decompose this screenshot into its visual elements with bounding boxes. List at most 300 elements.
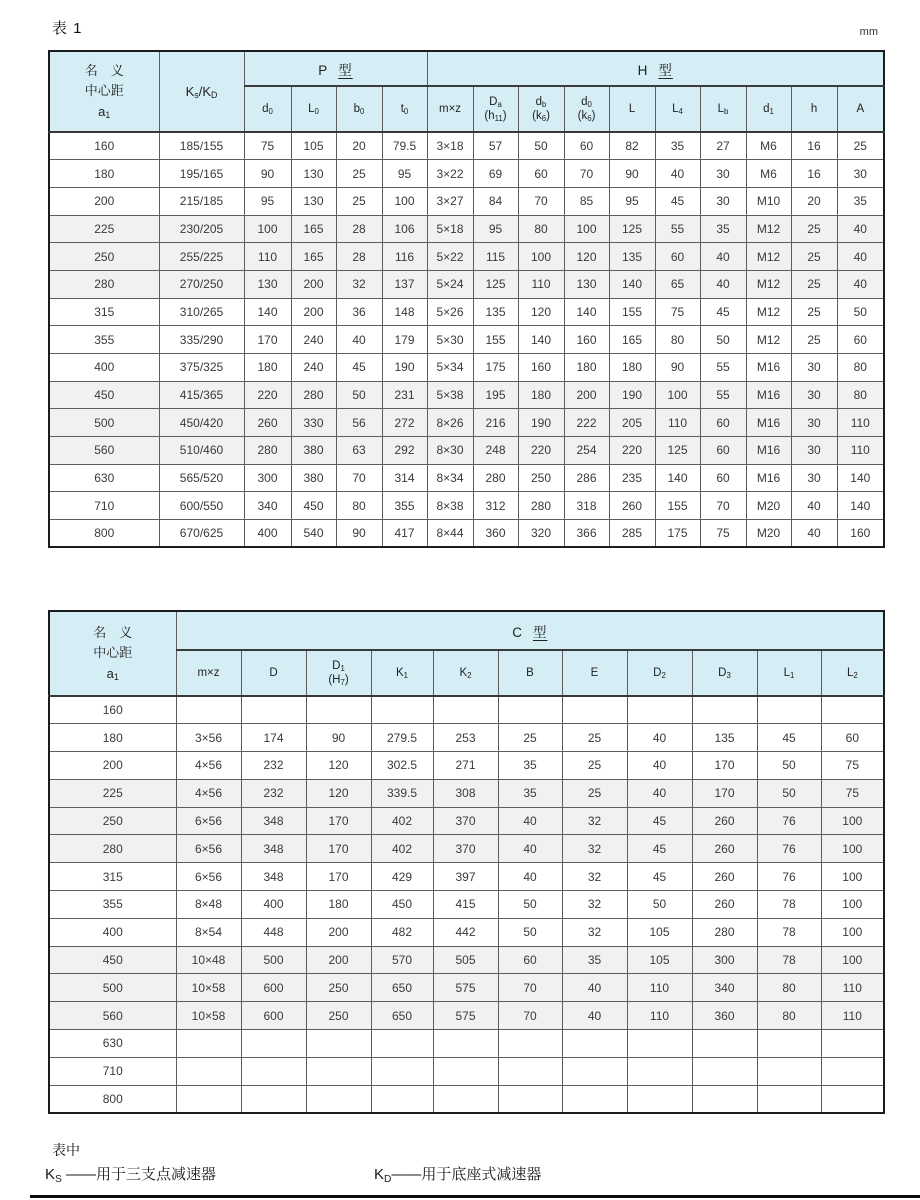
cell: 50 bbox=[498, 918, 562, 946]
cell: 60 bbox=[655, 243, 700, 271]
cell: 280 bbox=[518, 492, 564, 520]
table-row bbox=[49, 807, 884, 835]
cell: 225 bbox=[49, 215, 159, 243]
cell: 140 bbox=[564, 298, 609, 326]
table-row bbox=[49, 946, 884, 974]
cell: 302.5 bbox=[371, 752, 433, 780]
cell: 125 bbox=[609, 215, 655, 243]
bottom-rule bbox=[30, 1195, 920, 1198]
cell: 80 bbox=[655, 326, 700, 354]
cell: M12 bbox=[746, 215, 791, 243]
table-row bbox=[49, 752, 884, 780]
cell: 116 bbox=[382, 243, 427, 271]
cell: 155 bbox=[655, 492, 700, 520]
cell: 5×18 bbox=[427, 215, 473, 243]
col-header: D bbox=[241, 650, 306, 696]
col-header: $K_2$ bbox=[433, 650, 498, 696]
col-header: $D_3$ bbox=[692, 650, 757, 696]
cell: 360 bbox=[473, 520, 518, 548]
col-header: $L_0$ bbox=[291, 86, 336, 132]
cell bbox=[241, 696, 306, 724]
cell: 120 bbox=[518, 298, 564, 326]
cell: 450 bbox=[49, 946, 176, 974]
col-header: $d_0$ bbox=[244, 86, 291, 132]
cell: 375/325 bbox=[159, 354, 244, 382]
table-row bbox=[49, 409, 884, 437]
cell: 80 bbox=[757, 974, 821, 1002]
cell: 190 bbox=[518, 409, 564, 437]
cell: 160 bbox=[49, 132, 159, 160]
cell: 60 bbox=[837, 326, 884, 354]
cell: 45 bbox=[757, 724, 821, 752]
cell: 6×56 bbox=[176, 835, 241, 863]
cell: 60 bbox=[564, 132, 609, 160]
cell: 110 bbox=[821, 1002, 884, 1030]
table-row bbox=[49, 724, 884, 752]
cell bbox=[498, 1057, 562, 1085]
cell: 8×54 bbox=[176, 918, 241, 946]
cell: 40 bbox=[700, 270, 746, 298]
cell bbox=[176, 696, 241, 724]
cell: 20 bbox=[336, 132, 382, 160]
cell: 170 bbox=[692, 752, 757, 780]
cell: 253 bbox=[433, 724, 498, 752]
cell: 3×22 bbox=[427, 160, 473, 188]
cell: 220 bbox=[518, 437, 564, 465]
cell: 482 bbox=[371, 918, 433, 946]
cell: M20 bbox=[746, 492, 791, 520]
cell: 16 bbox=[791, 160, 837, 188]
cell: 400 bbox=[244, 520, 291, 548]
cell: 30 bbox=[700, 187, 746, 215]
cell: 248 bbox=[473, 437, 518, 465]
k-factor-header: $K_s/K_D$ bbox=[159, 51, 244, 132]
cell: 3×27 bbox=[427, 187, 473, 215]
group-header: C 型 bbox=[176, 611, 884, 650]
cell: 63 bbox=[336, 437, 382, 465]
cell: 120 bbox=[306, 752, 371, 780]
cell: 25 bbox=[791, 215, 837, 243]
cell: 180 bbox=[306, 891, 371, 919]
cell: 27 bbox=[700, 132, 746, 160]
cell: 5×26 bbox=[427, 298, 473, 326]
cell: 279.5 bbox=[371, 724, 433, 752]
cell bbox=[371, 696, 433, 724]
cell: 397 bbox=[433, 863, 498, 891]
cell: 500 bbox=[49, 974, 176, 1002]
cell: 90 bbox=[306, 724, 371, 752]
cell: 231 bbox=[382, 381, 427, 409]
cell: 400 bbox=[241, 891, 306, 919]
cell: 5×30 bbox=[427, 326, 473, 354]
cell: 170 bbox=[244, 326, 291, 354]
cell bbox=[562, 696, 627, 724]
cell: 195 bbox=[473, 381, 518, 409]
cell: 35 bbox=[498, 779, 562, 807]
cell bbox=[176, 1085, 241, 1113]
cell: 318 bbox=[564, 492, 609, 520]
cell: 65 bbox=[655, 270, 700, 298]
table-2 bbox=[48, 610, 885, 1114]
cell: 160 bbox=[837, 520, 884, 548]
cell: 75 bbox=[821, 779, 884, 807]
cell: 220 bbox=[244, 381, 291, 409]
cell: 60 bbox=[498, 946, 562, 974]
cell: 130 bbox=[291, 160, 336, 188]
cell: 84 bbox=[473, 187, 518, 215]
cell: 8×26 bbox=[427, 409, 473, 437]
cell: 60 bbox=[700, 437, 746, 465]
cell: 575 bbox=[433, 1002, 498, 1030]
cell: 575 bbox=[433, 974, 498, 1002]
cell: 120 bbox=[306, 779, 371, 807]
header-group-row bbox=[49, 51, 884, 86]
cell: 140 bbox=[655, 464, 700, 492]
cell: 110 bbox=[627, 1002, 692, 1030]
cell: 95 bbox=[382, 160, 427, 188]
cell: 310/265 bbox=[159, 298, 244, 326]
cell: 120 bbox=[564, 243, 609, 271]
cell: 40 bbox=[655, 160, 700, 188]
cell: 280 bbox=[692, 918, 757, 946]
cell: 670/625 bbox=[159, 520, 244, 548]
cell: 32 bbox=[562, 807, 627, 835]
cell: 30 bbox=[791, 354, 837, 382]
cell: 80 bbox=[336, 492, 382, 520]
cell: 170 bbox=[306, 835, 371, 863]
cell: 175 bbox=[655, 520, 700, 548]
cell bbox=[433, 1057, 498, 1085]
cell: 260 bbox=[692, 807, 757, 835]
col-header: $t_0$ bbox=[382, 86, 427, 132]
cell: 140 bbox=[609, 270, 655, 298]
cell: 78 bbox=[757, 891, 821, 919]
cell bbox=[371, 1057, 433, 1085]
cell: 95 bbox=[609, 187, 655, 215]
cell bbox=[692, 1030, 757, 1058]
cell: 90 bbox=[609, 160, 655, 188]
cell: 100 bbox=[821, 891, 884, 919]
cell: 560 bbox=[49, 437, 159, 465]
cell: 200 bbox=[564, 381, 609, 409]
cell: 40 bbox=[498, 863, 562, 891]
cell: 4×56 bbox=[176, 752, 241, 780]
cell: 155 bbox=[473, 326, 518, 354]
cell: 30 bbox=[791, 437, 837, 465]
cell: 69 bbox=[473, 160, 518, 188]
cell bbox=[371, 1085, 433, 1113]
cell: 50 bbox=[498, 891, 562, 919]
cell: 335/290 bbox=[159, 326, 244, 354]
cell: 220 bbox=[609, 437, 655, 465]
cell: 254 bbox=[564, 437, 609, 465]
cell: 415 bbox=[433, 891, 498, 919]
cell: 75 bbox=[244, 132, 291, 160]
cell: 135 bbox=[692, 724, 757, 752]
cell: 40 bbox=[336, 326, 382, 354]
cell: M16 bbox=[746, 464, 791, 492]
cell: 240 bbox=[291, 326, 336, 354]
cell: 505 bbox=[433, 946, 498, 974]
cell bbox=[176, 1030, 241, 1058]
cell: 90 bbox=[655, 354, 700, 382]
cell: 50 bbox=[336, 381, 382, 409]
cell: M12 bbox=[746, 243, 791, 271]
cell: 45 bbox=[700, 298, 746, 326]
cell: 280 bbox=[49, 835, 176, 863]
cell: 300 bbox=[244, 464, 291, 492]
corner-header: 名 义 中心距 $a_1$ bbox=[49, 611, 176, 696]
cell bbox=[627, 1085, 692, 1113]
cell: 105 bbox=[627, 918, 692, 946]
col-header: h bbox=[791, 86, 837, 132]
table-row bbox=[49, 891, 884, 919]
cell: 8×48 bbox=[176, 891, 241, 919]
cell: 180 bbox=[49, 160, 159, 188]
cell: 40 bbox=[627, 724, 692, 752]
cell: 100 bbox=[821, 807, 884, 835]
cell: 340 bbox=[244, 492, 291, 520]
cell: 148 bbox=[382, 298, 427, 326]
cell: 710 bbox=[49, 492, 159, 520]
cell: 40 bbox=[562, 1002, 627, 1030]
cell: 260 bbox=[692, 891, 757, 919]
cell: 417 bbox=[382, 520, 427, 548]
cell: 10×58 bbox=[176, 974, 241, 1002]
cell: 110 bbox=[518, 270, 564, 298]
cell: 402 bbox=[371, 835, 433, 863]
cell: 140 bbox=[518, 326, 564, 354]
cell: 4×56 bbox=[176, 779, 241, 807]
cell: 232 bbox=[241, 752, 306, 780]
cell: 402 bbox=[371, 807, 433, 835]
table-row bbox=[49, 779, 884, 807]
cell: 6×56 bbox=[176, 807, 241, 835]
cell: 110 bbox=[837, 437, 884, 465]
cell: 30 bbox=[791, 464, 837, 492]
cell: 3×18 bbox=[427, 132, 473, 160]
cell: 710 bbox=[49, 1057, 176, 1085]
cell: 8×38 bbox=[427, 492, 473, 520]
cell: 235 bbox=[609, 464, 655, 492]
cell: 442 bbox=[433, 918, 498, 946]
cell bbox=[562, 1030, 627, 1058]
note-ks: $K_S$ ——用于三支点减速器 bbox=[45, 1166, 216, 1185]
cell: 80 bbox=[757, 1002, 821, 1030]
cell: M10 bbox=[746, 187, 791, 215]
cell: 600 bbox=[241, 974, 306, 1002]
cell bbox=[757, 1057, 821, 1085]
cell: 80 bbox=[837, 354, 884, 382]
cell: 40 bbox=[498, 835, 562, 863]
table-row bbox=[49, 187, 884, 215]
cell: 70 bbox=[700, 492, 746, 520]
cell: 45 bbox=[627, 863, 692, 891]
cell: 32 bbox=[562, 918, 627, 946]
cell: 315 bbox=[49, 298, 159, 326]
cell: 190 bbox=[609, 381, 655, 409]
cell: 175 bbox=[473, 354, 518, 382]
cell: 50 bbox=[757, 779, 821, 807]
cell: 137 bbox=[382, 270, 427, 298]
cell: 25 bbox=[562, 779, 627, 807]
table-row bbox=[49, 381, 884, 409]
cell: 3×56 bbox=[176, 724, 241, 752]
cell: 135 bbox=[609, 243, 655, 271]
cell: 180 bbox=[518, 381, 564, 409]
table-row bbox=[49, 298, 884, 326]
cell: 600/550 bbox=[159, 492, 244, 520]
cell: 100 bbox=[382, 187, 427, 215]
cell: 500 bbox=[241, 946, 306, 974]
cell: 50 bbox=[700, 326, 746, 354]
cell: 160 bbox=[564, 326, 609, 354]
cell: 348 bbox=[241, 835, 306, 863]
cell: 650 bbox=[371, 1002, 433, 1030]
cell: 75 bbox=[821, 752, 884, 780]
cell: 600 bbox=[241, 1002, 306, 1030]
cell bbox=[241, 1085, 306, 1113]
cell: 100 bbox=[244, 215, 291, 243]
cell: 32 bbox=[562, 891, 627, 919]
cell: 250 bbox=[306, 974, 371, 1002]
table-row bbox=[49, 974, 884, 1002]
cell: 115 bbox=[473, 243, 518, 271]
cell: 32 bbox=[562, 863, 627, 891]
cell: 370 bbox=[433, 807, 498, 835]
cell: 25 bbox=[791, 243, 837, 271]
cell: 20 bbox=[791, 187, 837, 215]
cell: 130 bbox=[244, 270, 291, 298]
col-header: $K_1$ bbox=[371, 650, 433, 696]
cell: 340 bbox=[692, 974, 757, 1002]
cell: 95 bbox=[244, 187, 291, 215]
cell: 100 bbox=[564, 215, 609, 243]
cell bbox=[757, 696, 821, 724]
cell: 28 bbox=[336, 215, 382, 243]
cell: 355 bbox=[49, 326, 159, 354]
cell: 70 bbox=[518, 187, 564, 215]
cell: 100 bbox=[518, 243, 564, 271]
cell: 200 bbox=[291, 298, 336, 326]
cell: 130 bbox=[564, 270, 609, 298]
cell: 70 bbox=[564, 160, 609, 188]
cell: 56 bbox=[336, 409, 382, 437]
cell bbox=[562, 1085, 627, 1113]
cell: 240 bbox=[291, 354, 336, 382]
cell: 448 bbox=[241, 918, 306, 946]
cell: 60 bbox=[821, 724, 884, 752]
cell: 78 bbox=[757, 918, 821, 946]
cell: 360 bbox=[692, 1002, 757, 1030]
cell: 32 bbox=[562, 835, 627, 863]
cell: 250 bbox=[49, 807, 176, 835]
cell: 225 bbox=[49, 779, 176, 807]
cell: 280 bbox=[244, 437, 291, 465]
cell: 55 bbox=[700, 381, 746, 409]
cell: 40 bbox=[498, 807, 562, 835]
cell: 60 bbox=[700, 464, 746, 492]
cell: 200 bbox=[306, 946, 371, 974]
cell: 250 bbox=[518, 464, 564, 492]
table-row bbox=[49, 520, 884, 548]
cell: 185/155 bbox=[159, 132, 244, 160]
cell: 110 bbox=[244, 243, 291, 271]
cell bbox=[498, 696, 562, 724]
cell: 5×22 bbox=[427, 243, 473, 271]
cell: 216 bbox=[473, 409, 518, 437]
cell: 215/185 bbox=[159, 187, 244, 215]
table-row bbox=[49, 1002, 884, 1030]
cell: 366 bbox=[564, 520, 609, 548]
cell: 60 bbox=[518, 160, 564, 188]
cell bbox=[371, 1030, 433, 1058]
cell: 8×44 bbox=[427, 520, 473, 548]
cell: 355 bbox=[49, 891, 176, 919]
cell: 565/520 bbox=[159, 464, 244, 492]
table-row bbox=[49, 270, 884, 298]
cell: 90 bbox=[336, 520, 382, 548]
cell: 36 bbox=[336, 298, 382, 326]
cell: 195/165 bbox=[159, 160, 244, 188]
notes-heading: 表中 bbox=[52, 1142, 80, 1158]
cell: 250 bbox=[306, 1002, 371, 1030]
cell: 155 bbox=[609, 298, 655, 326]
cell: M20 bbox=[746, 520, 791, 548]
cell: 260 bbox=[692, 863, 757, 891]
cell: 320 bbox=[518, 520, 564, 548]
table-row bbox=[49, 160, 884, 188]
cell: 450 bbox=[291, 492, 336, 520]
cell: 100 bbox=[821, 918, 884, 946]
cell: 70 bbox=[498, 974, 562, 1002]
cell bbox=[433, 696, 498, 724]
cell: 30 bbox=[791, 381, 837, 409]
cell: 355 bbox=[382, 492, 427, 520]
cell: 80 bbox=[837, 381, 884, 409]
unit-label: mm bbox=[859, 26, 878, 38]
cell: 250 bbox=[49, 243, 159, 271]
col-header: $L_2$ bbox=[821, 650, 884, 696]
cell: 180 bbox=[609, 354, 655, 382]
cell: 85 bbox=[564, 187, 609, 215]
cell: 45 bbox=[627, 807, 692, 835]
cell: 105 bbox=[291, 132, 336, 160]
cell bbox=[692, 696, 757, 724]
cell: 100 bbox=[821, 863, 884, 891]
cell bbox=[241, 1030, 306, 1058]
cell: M16 bbox=[746, 437, 791, 465]
cell: M6 bbox=[746, 132, 791, 160]
cell bbox=[821, 696, 884, 724]
cell: 82 bbox=[609, 132, 655, 160]
cell: 450/420 bbox=[159, 409, 244, 437]
cell: 5×24 bbox=[427, 270, 473, 298]
cell: 510/460 bbox=[159, 437, 244, 465]
cell: 380 bbox=[291, 464, 336, 492]
table-row bbox=[49, 492, 884, 520]
cell: 110 bbox=[821, 974, 884, 1002]
cell: 140 bbox=[837, 492, 884, 520]
cell: 90 bbox=[244, 160, 291, 188]
cell: 106 bbox=[382, 215, 427, 243]
cell bbox=[306, 1030, 371, 1058]
cell: 300 bbox=[692, 946, 757, 974]
cell: 165 bbox=[291, 215, 336, 243]
cell bbox=[306, 696, 371, 724]
cell: 170 bbox=[306, 807, 371, 835]
table-row bbox=[49, 1030, 884, 1058]
